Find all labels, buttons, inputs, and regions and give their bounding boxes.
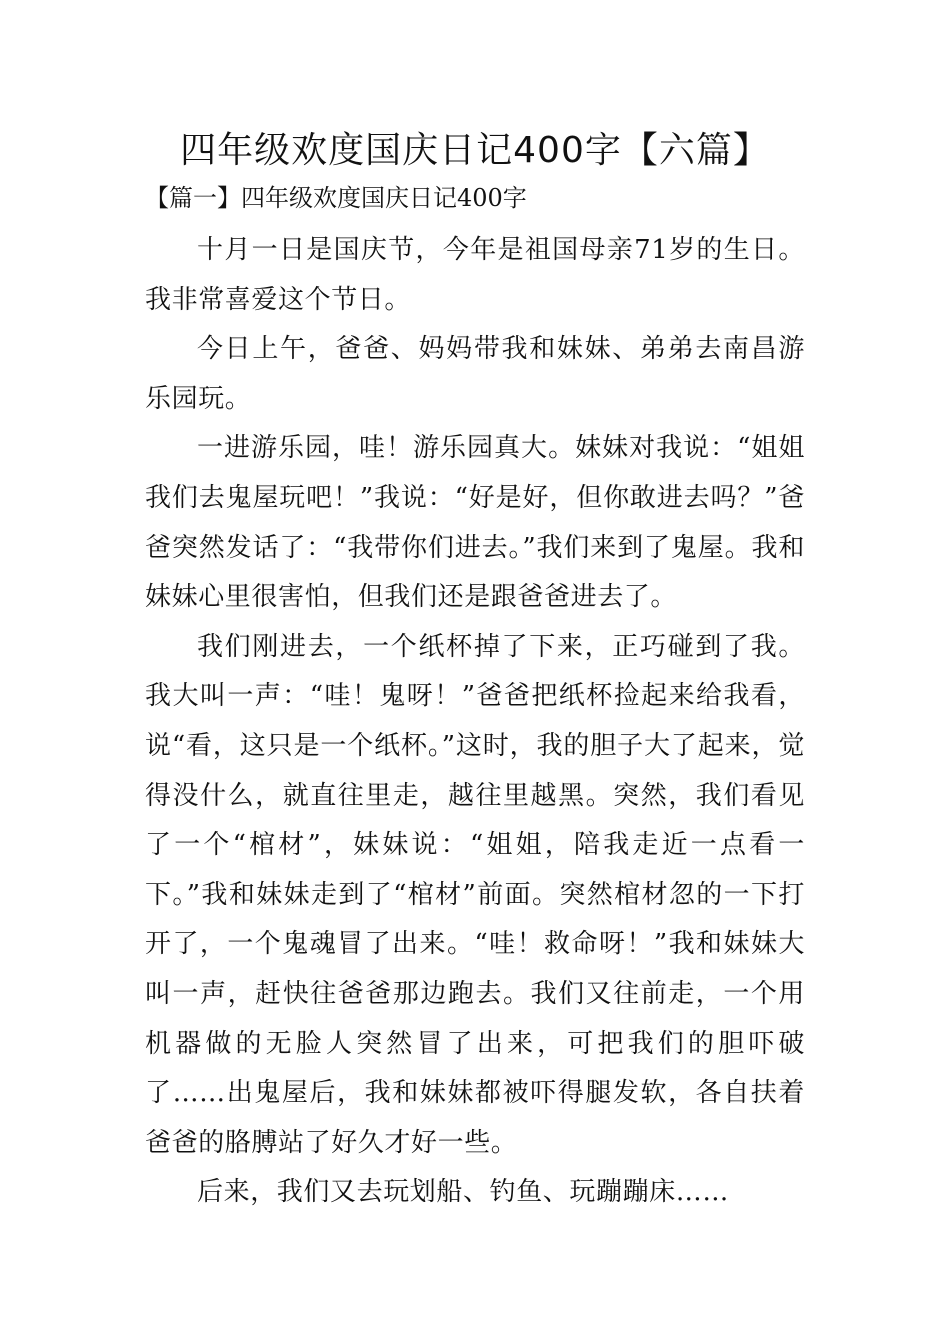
paragraph-3: 一进游乐园，哇！游乐园真大。妹妹对我说：“姐姐我们去鬼屋玩吧！”我说：“好是好，但你敢进去吗？”爸爸突然发话了：“我带你们进去。”我们来到了鬼屋。我和妹妹心里很害怕，但我们还是跟爸爸进去了。 bbox=[145, 433, 805, 613]
paragraph-4: 我们刚进去，一个纸杯掉了下来，正巧碰到了我。我大叫一声：“哇！鬼呀！”爸爸把纸杯捡起来给我看，说“看，这只是一个纸杯。”这时，我的胆子大了起来，觉得没什么，就直往里走，越往里越黑。突然，我们看见了一个“棺材”，妹妹说：“姐姐，陪我走近一点看一下。”我和妹妹走到了“棺材”前面。突然棺材忽的一下打开了，一个鬼魂冒了出来。“哇！救命呀！”我和妹妹大叫一声，赶快往爸爸那边跑去。我们又往前走，一个用机器做的无脸人突然冒了出来，可把我们的胆吓破了……出鬼屋后，我和妹妹都被吓得腿发软，各自扶着爸爸的胳膊站了好久才好一些。 bbox=[145, 631, 805, 1158]
document-title: 四年级欢度国庆日记400字【六篇】 bbox=[180, 130, 770, 171]
section-heading: 【篇一】四年级欢度国庆日记400字 bbox=[145, 184, 527, 212]
paragraph-2: 今日上午，爸爸、妈妈带我和妹妹、弟弟去南昌游乐园玩。 bbox=[145, 334, 805, 414]
paragraph-1: 十月一日是国庆节，今年是祖国母亲71岁的生日。我非常喜爱这个节日。 bbox=[145, 235, 805, 315]
article-body bbox=[145, 226, 805, 1218]
paragraph-5: 后来，我们又去玩划船、钓鱼、玩蹦蹦床…… bbox=[197, 1177, 730, 1208]
